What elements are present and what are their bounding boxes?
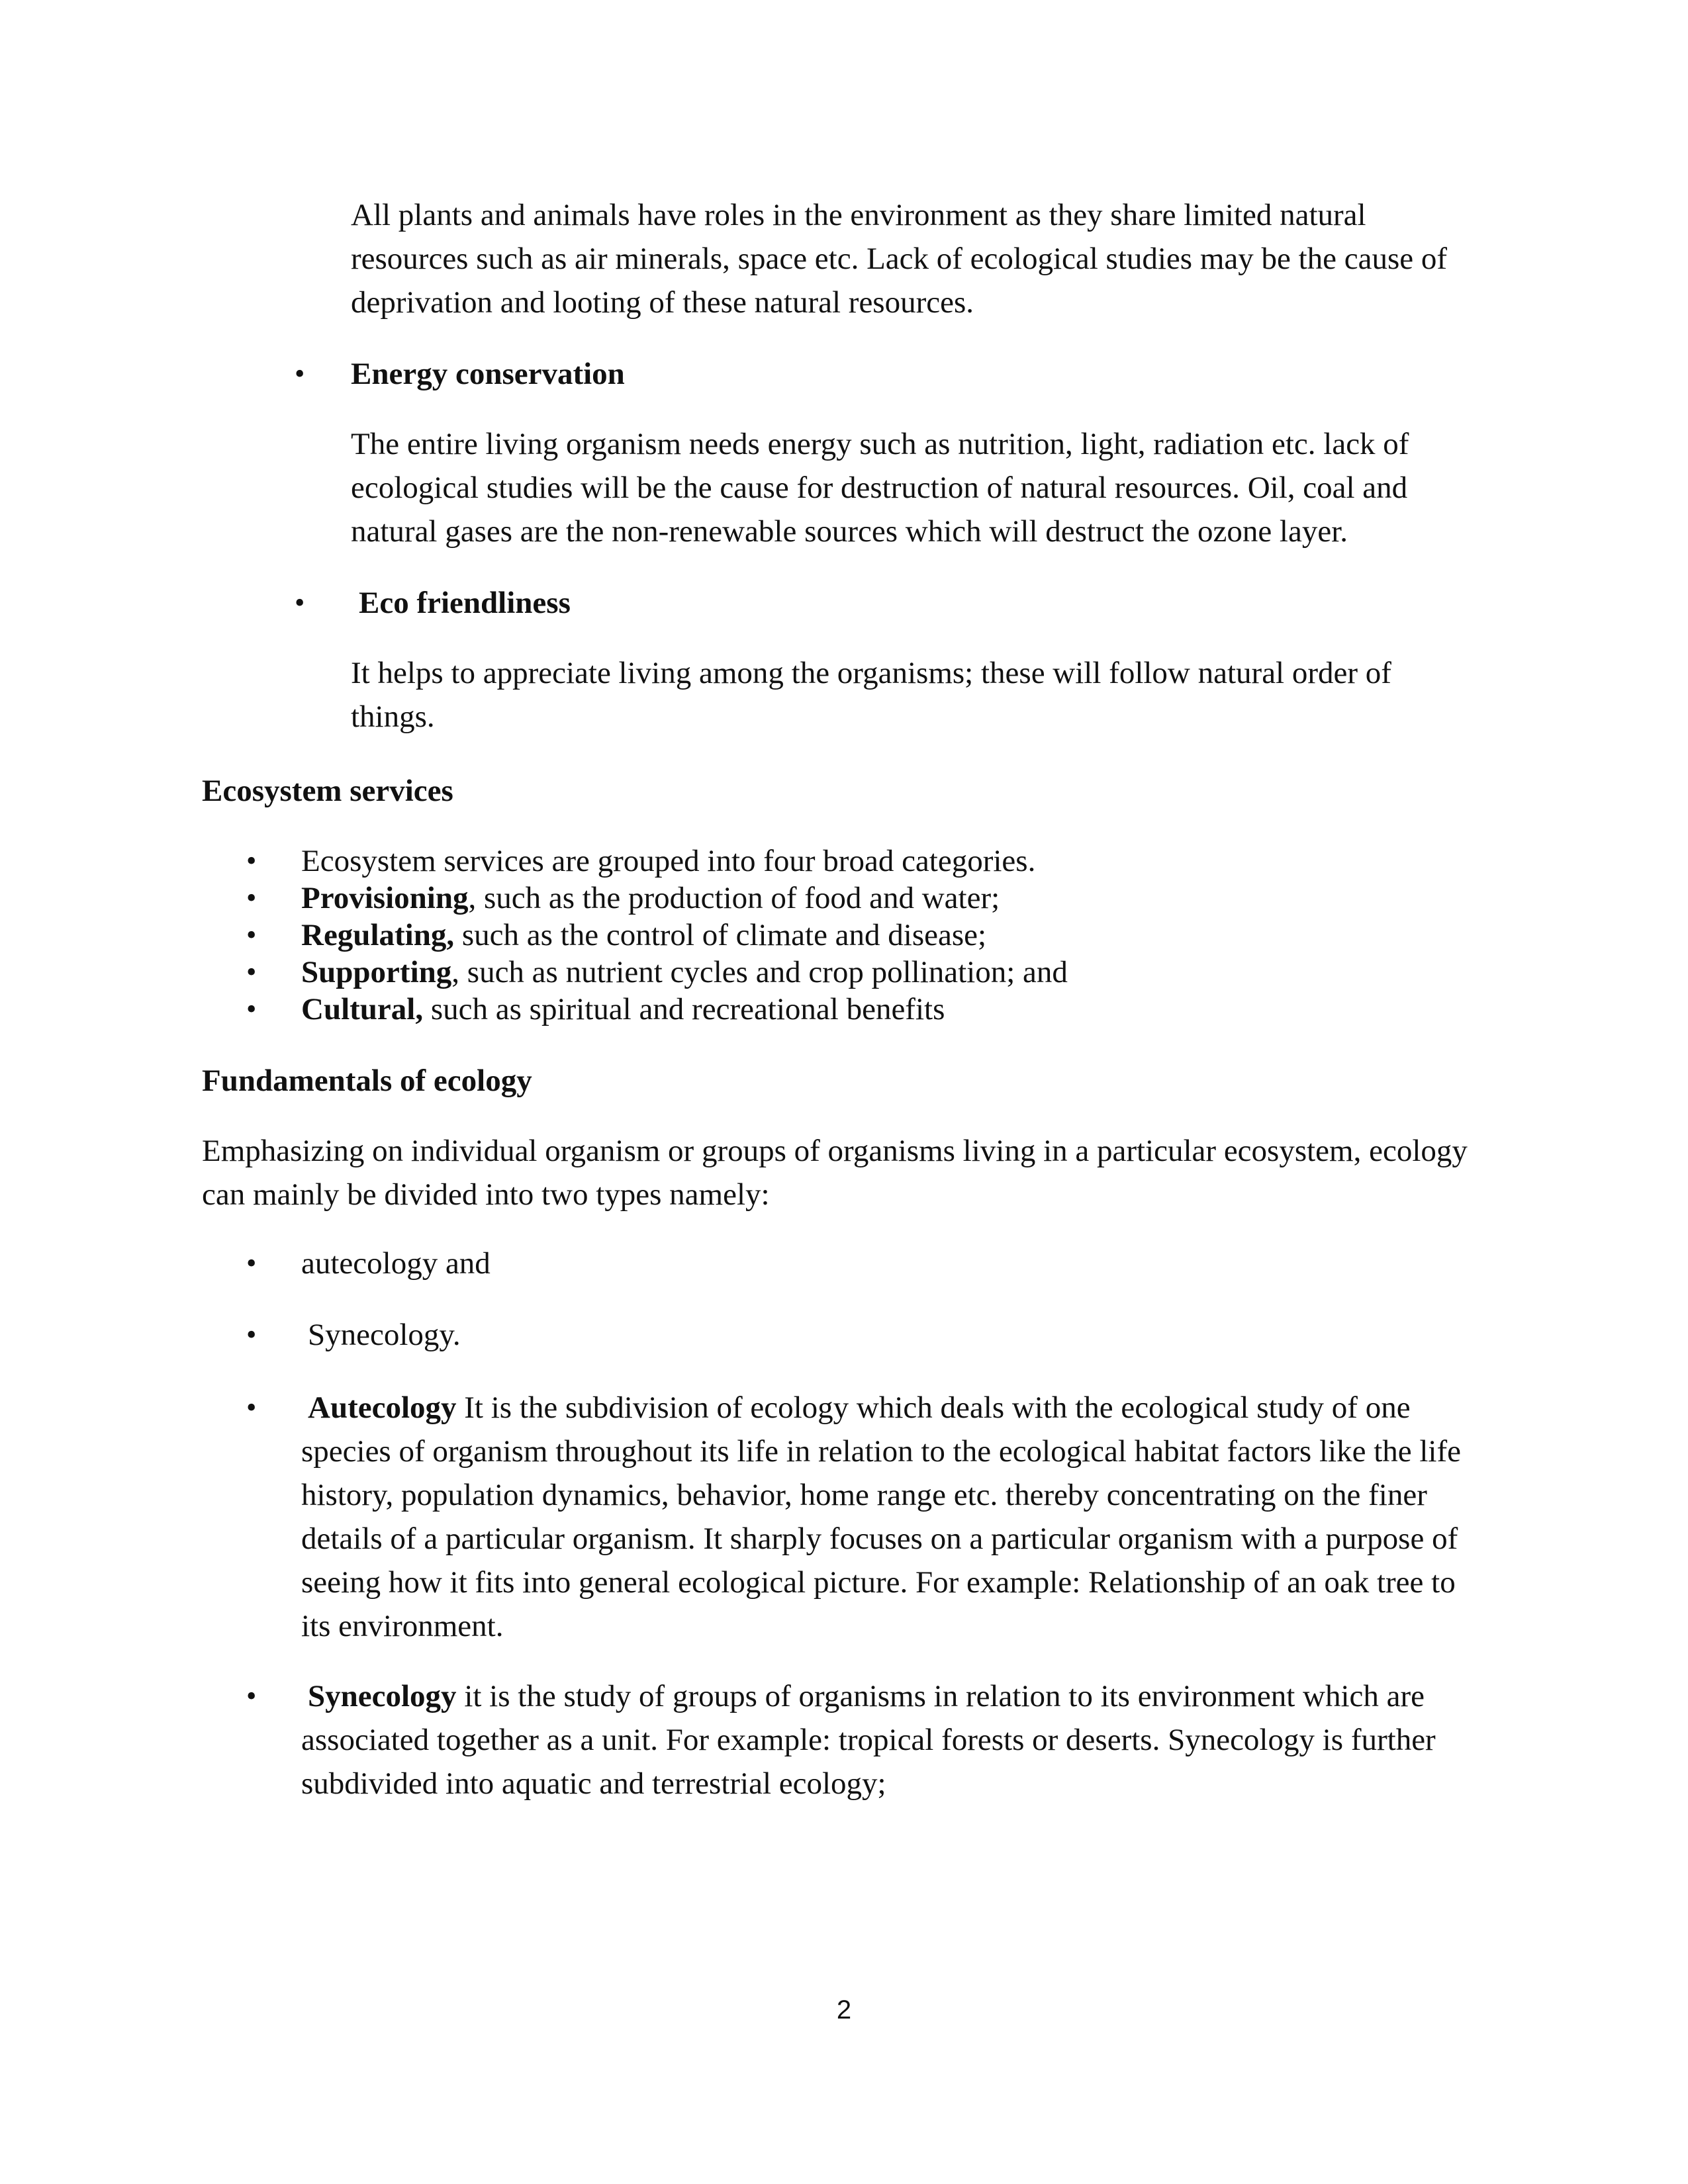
bullet-icon: • xyxy=(295,586,305,619)
services-item-2: Provisioning, such as the production of food and water; xyxy=(301,881,1000,915)
eco-paragraph: It helps to appreciate living among the organisms; these will follow natural order of things. xyxy=(351,656,1391,734)
bullet-icon: • xyxy=(246,919,257,951)
services-item-5: Cultural, such as spiritual and recreational benefits xyxy=(301,992,945,1026)
type-synecology: Synecology. xyxy=(308,1318,461,1352)
synecology-definition: Synecology it is the study of groups of organisms in relation to its environment which are associated together as a unit. For example: tropical forests or deserts. Synecology is further subdivided into aquatic and terrestrial ecology; xyxy=(301,1679,1436,1801)
bullet-icon: • xyxy=(246,882,257,914)
fundamentals-paragraph: Emphasizing on individual organism or groups of organisms living in a particular ecosystem, ecology can mainly be divided into two types namely: xyxy=(202,1134,1468,1212)
energy-paragraph: The entire living organism needs energy such as nutrition, light, radiation etc. lack of ecological studies will be the cause for destruction of natural resources. Oil, coal and natural gases are the non-renewable sources which will destruct the ozone layer. xyxy=(351,427,1409,549)
services-item-3: Regulating, such as the control of climate and disease; xyxy=(301,918,987,952)
services-heading: Ecosystem services xyxy=(202,774,453,808)
bullet-icon: • xyxy=(295,357,305,390)
intro-paragraph: All plants and animals have roles in the environment as they share limited natural resources such as air minerals, space etc. Lack of ecological studies may be the cause of deprivation and looting of these natural resources. xyxy=(351,198,1448,320)
bullet-icon: • xyxy=(246,1318,257,1351)
bullet-icon: • xyxy=(246,1680,257,1712)
type-autecology: autecology and xyxy=(301,1246,491,1281)
bullet-icon: • xyxy=(246,844,257,877)
autecology-definition: Autecology It is the subdivision of ecology which deals with the ecological study of one species of organism throughout its life in relation to the ecological habitat factors like the life history, population dynamics, behavior, home range etc. thereby concentrating on the finer details of a particular organism. It sharply focuses on a particular organism with a purpose of seeing how it fits into general ecological picture. For example: Relationship of an oak tree to its environment. xyxy=(301,1390,1461,1643)
bullet-icon: • xyxy=(246,1247,257,1279)
services-item-4: Supporting, such as nutrient cycles and crop pollination; and xyxy=(301,955,1068,989)
energy-heading: Energy conservation xyxy=(351,357,625,391)
bullet-icon: • xyxy=(246,993,257,1025)
fundamentals-heading: Fundamentals of ecology xyxy=(202,1064,532,1098)
services-item-1: Ecosystem services are grouped into four broad categories. xyxy=(301,844,1036,878)
bullet-icon: • xyxy=(246,956,257,988)
bullet-icon: • xyxy=(246,1391,257,1424)
eco-heading: Eco friendliness xyxy=(359,586,571,620)
page-number: 2 xyxy=(836,1995,852,2025)
